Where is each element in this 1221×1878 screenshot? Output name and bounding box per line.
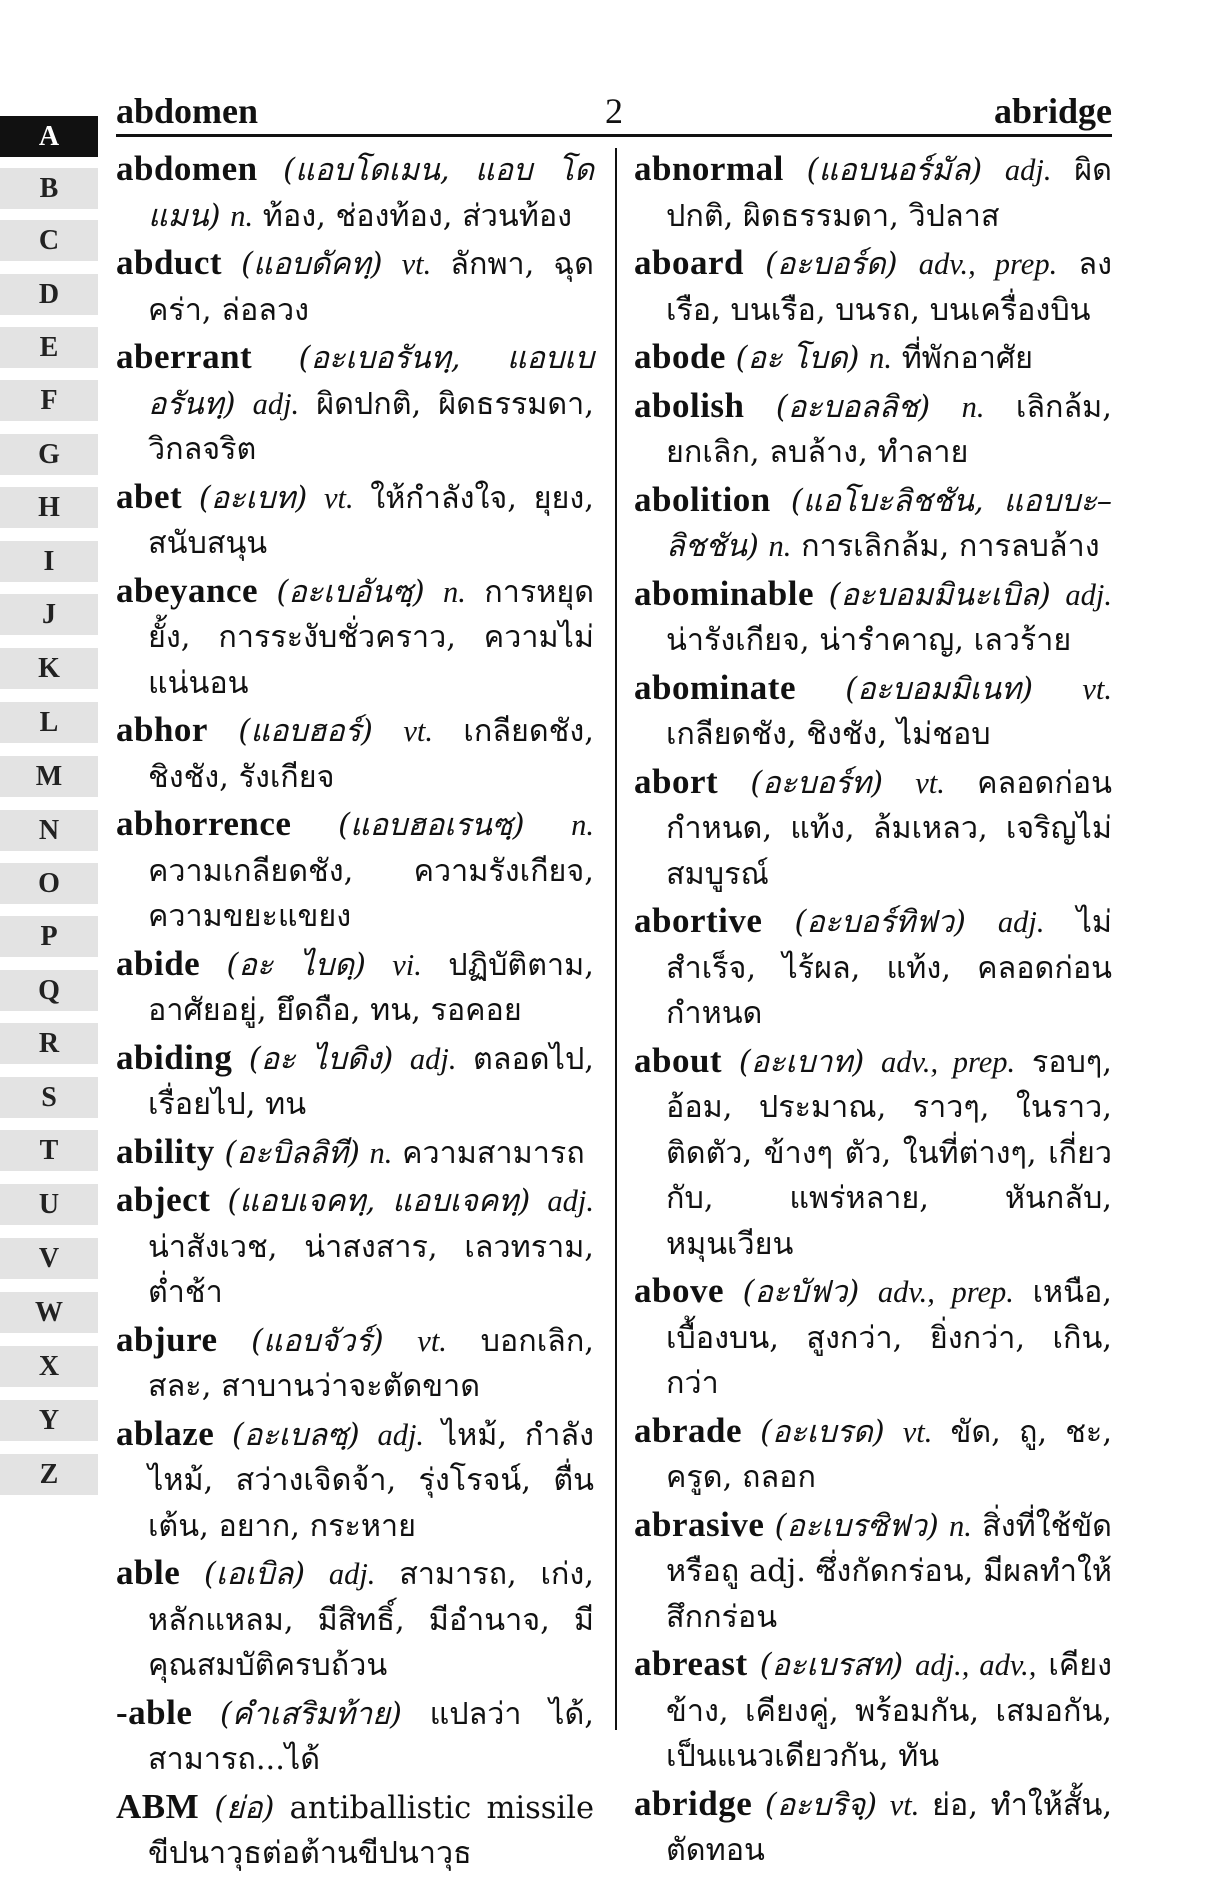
definition: ขัด, ถู, ชะ, ครูด, ถลอก	[666, 1414, 1113, 1495]
dictionary-entry	[634, 1502, 1112, 1641]
dictionary-entry	[634, 1781, 1112, 1874]
part-of-speech: n.	[571, 808, 594, 842]
definition: เหนือ, เบื้องบน, สูงกว่า, ยิ่งกว่า, เกิน, กว่า	[666, 1275, 1112, 1401]
left-column	[116, 146, 594, 1878]
part-of-speech: adj.	[409, 1041, 457, 1076]
dictionary-entry	[116, 568, 594, 707]
part-of-speech: adj.	[547, 1184, 595, 1218]
dictionary-entry	[116, 1784, 594, 1877]
thumb-tab-s[interactable]: S	[0, 1077, 98, 1118]
pronunciation: (อะเบลซฺ)	[232, 1417, 360, 1453]
headword: ablaze	[116, 1413, 215, 1453]
dictionary-entry	[116, 146, 594, 239]
part-of-speech: adj., adv.,	[915, 1648, 1037, 1682]
pronunciation: (แอบโดเมน, แอบ โดแมน)	[148, 153, 594, 234]
right-column	[634, 146, 1112, 1875]
headword: abduct	[116, 243, 223, 282]
headword: abide	[116, 943, 201, 983]
thumb-tab-w[interactable]: W	[0, 1292, 98, 1333]
thumb-tab-j[interactable]: J	[0, 594, 98, 635]
pronunciation: (อะเบรสท)	[759, 1648, 904, 1683]
pronunciation: (เอเบิล)	[204, 1557, 306, 1592]
headword: abhor	[116, 710, 208, 749]
headword: abode	[634, 337, 726, 376]
thumb-tab-u[interactable]: U	[0, 1184, 98, 1225]
part-of-speech: vt.	[915, 765, 945, 800]
dictionary-entry	[634, 1038, 1112, 1268]
definition: ย่อ, ทำให้สั้น, ตัดทอน	[666, 1787, 1113, 1868]
headword: aberrant	[116, 337, 253, 376]
thumb-tab-h[interactable]: H	[0, 487, 98, 528]
thumb-tab-l[interactable]: L	[0, 702, 98, 743]
part-of-speech: adj.	[1004, 153, 1052, 187]
dictionary-entry	[116, 474, 594, 567]
thumb-tab-p[interactable]: P	[0, 916, 98, 957]
pronunciation: (อะ ไบดฺ)	[226, 947, 366, 983]
thumb-tab-i[interactable]: I	[0, 541, 98, 582]
part-of-speech: adj.	[997, 905, 1045, 939]
definition: น่าสังเวช, น่าสงสาร, เลวทราม, ต่ำช้า	[148, 1229, 594, 1310]
pronunciation: (แอบดัคทฺ)	[241, 247, 383, 282]
dictionary-entry	[116, 1317, 594, 1410]
pronunciation: (แอบเจคทฺ, แอบเจคทฺ)	[227, 1184, 531, 1219]
pronunciation: (อะเบรด)	[760, 1414, 885, 1450]
pronunciation: (แอบฮอร์)	[238, 714, 373, 749]
pronunciation: (แอบจัวร์)	[251, 1323, 384, 1359]
thumb-tab-o[interactable]: O	[0, 863, 98, 904]
definition: ลงเรือ, บนเรือ, บนรถ, บนเครื่องบิน	[666, 247, 1112, 328]
headword: abrasive	[634, 1504, 765, 1544]
part-of-speech: n.	[442, 574, 466, 609]
dictionary-entry	[634, 665, 1112, 758]
header-last-word: abridge	[993, 91, 1112, 131]
dictionary-entry	[634, 383, 1112, 476]
pronunciation: (คำเสริมท้าย)	[220, 1696, 402, 1732]
running-header	[116, 90, 1112, 137]
headword: abet	[116, 476, 183, 516]
definition: ผิดปกติ, ผิดธรรมดา, วิปลาส	[666, 153, 1112, 234]
definition: เกลียดชัง, ชิงชัง, ไม่ชอบ	[666, 717, 991, 752]
pronunciation: (แอบฮอเรนซฺ)	[338, 808, 525, 843]
headword: ability	[116, 1131, 215, 1171]
headword: abeyance	[116, 570, 259, 610]
pronunciation: (อะเบาท)	[738, 1044, 865, 1080]
dictionary-entry	[116, 1177, 594, 1316]
dictionary-entry	[634, 146, 1112, 239]
headword: abortive	[634, 901, 763, 940]
definition: เกลียดชัง, ชิงชัง, รังเกียจ	[148, 714, 594, 795]
header-first-word: abdomen	[116, 91, 259, 131]
thumb-tab-q[interactable]: Q	[0, 970, 98, 1011]
definition: ความสามารถ	[402, 1135, 585, 1171]
headword: abolition	[634, 479, 771, 519]
column-divider	[615, 148, 617, 1730]
part-of-speech: vt.	[401, 247, 432, 281]
headword: abridge	[634, 1783, 753, 1823]
definition: ไหม้, กำลังไหม้, สว่างเจิดจ้า, รุ่งโรจน์, ตื่นเต้น, อยาก, กระหาย	[148, 1417, 594, 1544]
headword: above	[634, 1271, 724, 1310]
dictionary-entry	[634, 1268, 1112, 1407]
definition: คลอดก่อนกำหนด, แท้ง, ล้มเหลว, เจริญไม่สมบูรณ์	[666, 765, 1112, 892]
definition: ตลอดไป, เรื่อยไป, ทน	[148, 1041, 595, 1122]
part-of-speech: vt.	[417, 1323, 447, 1358]
dictionary-entry	[116, 1690, 594, 1783]
thumb-tab-v[interactable]: V	[0, 1238, 98, 1279]
headword: abdomen	[116, 149, 258, 188]
headword: abolish	[634, 385, 745, 425]
dictionary-entry	[634, 1408, 1112, 1501]
part-of-speech: n.	[369, 1135, 393, 1170]
part-of-speech: adj.	[1065, 577, 1112, 612]
headword: aboard	[634, 243, 744, 282]
thumb-tab-x[interactable]: X	[0, 1346, 98, 1387]
thumb-tab-c[interactable]: C	[0, 220, 98, 261]
definition: สิ่งที่ใช้ขัดหรือถู adj. ซึ่งกัดกร่อน, มีผลทำให้สึกกร่อน	[666, 1508, 1112, 1635]
pronunciation: (อะบอร์ด)	[765, 247, 898, 282]
part-of-speech: adv., prep.	[918, 247, 1058, 281]
pronunciation: (แอบนอร์มัล)	[806, 153, 983, 188]
part-of-speech: vt.	[323, 480, 354, 515]
page-number: 2	[605, 91, 623, 131]
definition: สามารถ, เก่ง, หลักแหลม, มีสิทธิ์, มีอำนาจ, มีคุณสมบัติครบถ้วน	[148, 1557, 594, 1683]
thumb-tab-t[interactable]: T	[0, 1130, 98, 1171]
pronunciation: (อะเบอันซฺ)	[276, 574, 425, 610]
pronunciation: (อะบอลลิช)	[775, 389, 931, 425]
headword: able	[116, 1553, 181, 1592]
part-of-speech: n.	[869, 341, 892, 375]
definition: รอบๆ, อ้อม, ประมาณ, ราวๆ, ในราว, ติดตัว, ข้างๆ ตัว, ในที่ต่างๆ, เกี่ยวกับ, แพร่หลาย, หันกลับ, หมุนเวียน	[666, 1044, 1112, 1262]
part-of-speech: vt.	[1082, 671, 1112, 706]
pronunciation: (อะบอร์ทิฟว)	[794, 905, 966, 940]
part-of-speech: n.	[230, 198, 254, 233]
pronunciation: (ย่อ)	[214, 1790, 275, 1826]
headword: ABM	[116, 1786, 200, 1826]
dictionary-entry	[116, 1035, 594, 1128]
dictionary-entry	[634, 334, 1112, 382]
definition: บอกเลิก, สละ, สาบานว่าจะตัดขาด	[148, 1323, 594, 1404]
thumb-tab-m[interactable]: M	[0, 756, 98, 797]
part-of-speech: adv., prep.	[877, 1275, 1014, 1309]
part-of-speech: vt.	[902, 1414, 933, 1449]
headword: abominable	[634, 573, 815, 613]
definition: ที่พักอาศัย	[901, 341, 1034, 376]
definition: การเลิกล้ม, การลบล้าง	[801, 529, 1100, 564]
part-of-speech: n.	[948, 1508, 972, 1543]
dictionary-entry	[634, 571, 1112, 664]
dictionary-entry	[634, 898, 1112, 1037]
thumb-tab-a[interactable]: A	[0, 116, 98, 157]
thumb-tab-z[interactable]: Z	[0, 1454, 98, 1495]
headword: about	[634, 1040, 723, 1080]
definition: ผิดปกติ, ผิดธรรมดา, วิกลจริต	[148, 386, 595, 467]
dictionary-entry	[116, 1411, 594, 1550]
headword: abominate	[634, 667, 796, 707]
definition: ไม่สำเร็จ, ไร้ผล, แท้ง, คลอดก่อนกำหนด	[666, 905, 1113, 1031]
pronunciation: (อะบัฟว)	[742, 1275, 860, 1310]
headword: abort	[634, 761, 719, 801]
part-of-speech: n.	[768, 529, 792, 563]
thumb-tab-f[interactable]: F	[0, 380, 98, 421]
headword: abhorrence	[116, 804, 292, 843]
thumb-tab-n[interactable]: N	[0, 810, 98, 851]
part-of-speech: vt.	[889, 1787, 920, 1822]
dictionary-entry	[116, 1129, 594, 1177]
part-of-speech: n.	[961, 389, 985, 424]
pronunciation: (อะบอมมินะเบิล)	[828, 577, 1051, 613]
dictionary-entry	[116, 1550, 594, 1689]
thumb-tab-g[interactable]: G	[0, 434, 98, 475]
pronunciation: (อะบริจฺ)	[764, 1787, 878, 1823]
headword: abnormal	[634, 149, 784, 188]
part-of-speech: adj.	[377, 1417, 425, 1452]
definition: ให้กำลังใจ, ยุยง, สนับสนุน	[148, 480, 594, 561]
definition: การหยุดยั้ง, การระงับชั่วคราว, ความไม่แน่นอน	[148, 574, 595, 701]
definition: antiballistic missile ขีปนาวุธต่อต้านขีปนาวุธ	[148, 1790, 594, 1871]
pronunciation: (อะ ไบดิง)	[248, 1041, 394, 1077]
definition: ปฏิบัติตาม, อาศัยอยู่, ยึดถือ, ทน, รอคอย	[148, 947, 594, 1028]
headword: abject	[116, 1180, 211, 1219]
pronunciation: (อะบอร์ท)	[750, 765, 884, 801]
thumb-tab-d[interactable]: D	[0, 274, 98, 315]
dictionary-entry	[634, 240, 1112, 333]
definition: เลิกล้ม, ยกเลิก, ลบล้าง, ทำลาย	[666, 389, 1112, 470]
dictionary-entry	[116, 941, 594, 1034]
pronunciation: (อะ โบด)	[735, 341, 860, 376]
part-of-speech: adv., prep.	[881, 1044, 1016, 1079]
thumb-tab-k[interactable]: K	[0, 648, 98, 689]
dictionary-entry	[116, 334, 594, 473]
part-of-speech: adj.	[252, 386, 300, 421]
thumb-tab-r[interactable]: R	[0, 1023, 98, 1064]
definition: ท้อง, ช่องท้อง, ส่วนท้อง	[262, 198, 573, 234]
pronunciation: (อะเบอรันทฺ, แอบเบอรันทฺ)	[148, 341, 594, 422]
pronunciation: (อะบิลลิที)	[224, 1135, 360, 1171]
definition: ความเกลียดชัง, ความรังเกียจ, ความขยะแขยง	[148, 853, 594, 934]
thumb-tab-b[interactable]: B	[0, 168, 98, 209]
dictionary-entry	[116, 801, 594, 940]
definition: เคียงข้าง, เคียงคู่, พร้อมกัน, เสมอกัน, เป็นแนวเดียวกัน, ทัน	[666, 1648, 1112, 1774]
headword: abjure	[116, 1319, 218, 1359]
definition: แปลว่า ได้, สามารถ...ได้	[148, 1696, 594, 1777]
part-of-speech: vi.	[392, 947, 422, 982]
headword: abiding	[116, 1037, 233, 1077]
dictionary-entry	[116, 707, 594, 800]
headword: abreast	[634, 1644, 748, 1683]
part-of-speech: adj.	[328, 1557, 376, 1591]
pronunciation: (อะเบท)	[198, 480, 308, 516]
pronunciation: (อะบอมมิเนท)	[845, 671, 1034, 707]
part-of-speech: vt.	[403, 714, 433, 748]
definition: น่ารังเกียจ, น่ารำคาญ, เลวร้าย	[666, 623, 1072, 658]
headword: -able	[116, 1692, 193, 1732]
thumb-tab-y[interactable]: Y	[0, 1400, 98, 1441]
thumb-tab-e[interactable]: E	[0, 327, 98, 368]
headword: abrade	[634, 1410, 742, 1450]
pronunciation: (อะเบรซิฟว)	[774, 1508, 939, 1544]
dictionary-entry	[634, 759, 1112, 898]
thumb-index	[0, 116, 98, 1816]
dictionary-entry	[634, 477, 1112, 570]
dictionary-entry	[634, 1641, 1112, 1780]
definition: ลักพา, ฉุดคร่า, ล่อลวง	[148, 247, 594, 328]
pronunciation: (แอโบะลิชชัน, แอบบะ–ลิชชัน)	[666, 483, 1112, 564]
dictionary-entry	[116, 240, 594, 333]
